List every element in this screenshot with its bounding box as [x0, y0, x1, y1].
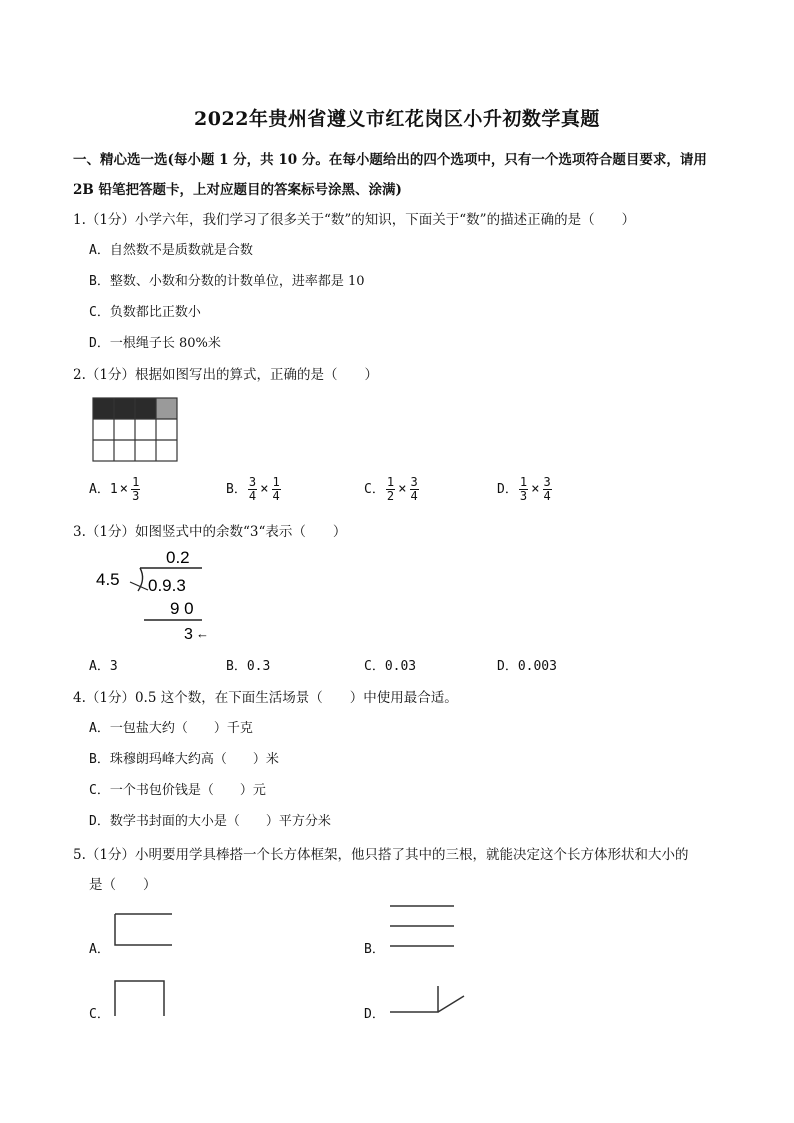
option-text: 3 [109, 659, 118, 674]
option-letter: D． [89, 814, 110, 829]
option-text: 0.03 [384, 659, 417, 674]
fraction: $\frac{1}{2}$ [386, 475, 395, 503]
division-quotient: 0.2 [166, 548, 190, 567]
option-text: 数学书封面的大小是（ ）平方分米 [109, 814, 331, 829]
q3-option-c[interactable] [364, 655, 416, 674]
option-letter: A． [89, 482, 110, 497]
q4-option-b[interactable] [89, 748, 279, 767]
option-letter: C． [364, 659, 385, 674]
q1-option-c[interactable] [89, 301, 201, 320]
q5-option-c-label[interactable] [89, 1003, 110, 1022]
grid-dark-cells [93, 398, 156, 419]
option-letter: A． [89, 243, 110, 258]
option-letter: B． [89, 274, 110, 289]
division-product: 9 0 [170, 599, 194, 618]
question-5-stem-line1: 5.（1分）小明要用学具棒搭一个长方体框架，他只搭了其中的三根，就能决定这个长方体形状和大小的 [73, 847, 689, 863]
fraction: $\frac{3}{4}$ [543, 475, 551, 503]
question-4-stem: 4.（1分）0.5 这个数，在下面生活场景（ ）中使用最合适。 [73, 690, 458, 706]
option-text: 0.3 [246, 659, 271, 674]
q3-long-division-figure [90, 546, 225, 646]
q2-grid-figure [92, 397, 180, 464]
option-letter: D． [364, 1007, 385, 1022]
option-letter: B． [226, 659, 247, 674]
option-letter: D． [497, 482, 518, 497]
option-letter: A． [89, 659, 110, 674]
fraction: $\frac{1}{4}$ [272, 475, 280, 503]
option-text: 一根绳子长 80%米 [109, 336, 221, 351]
q3-option-d[interactable] [497, 655, 557, 674]
option-text: 负数都比正数小 [109, 305, 201, 320]
option-text: 整数、小数和分数的计数单位，进率都是 10 [109, 274, 365, 289]
option-text: 珠穆朗玛峰大约高（ ）米 [109, 752, 279, 767]
whole-number: 1 [109, 482, 118, 497]
question-5-stem-line2: 是（ ） [89, 877, 157, 893]
arrow-left-icon: ← [196, 626, 209, 641]
fraction: $\frac{1}{3}$ [132, 475, 140, 503]
fraction: $\frac{3}{4}$ [410, 475, 418, 503]
question-3-stem: 3.（1分）如图竖式中的余数“3“表示（ ） [73, 524, 347, 540]
q5-option-c-figure [112, 978, 170, 1018]
option-text: 自然数不是质数就是合数 [109, 243, 253, 258]
option-letter: A． [89, 942, 110, 957]
section-instructions-line1: 一、精心选一选(每小题 1 分，共 10 分。在每小题给出的四个选项中，只有一个选项符合题目要求，请用 [73, 152, 707, 168]
grid-light-cell [156, 398, 177, 419]
q2-option-a[interactable] [89, 476, 141, 503]
q5-option-a-figure [112, 912, 176, 950]
times-sign: × [398, 481, 407, 497]
q5-option-b-figure [386, 902, 458, 952]
q1-option-a[interactable] [89, 239, 253, 258]
option-letter: D． [89, 336, 110, 351]
times-sign: × [531, 481, 540, 497]
section-instructions-line2: 2B 铅笔把答题卡，上对应题目的答案标号涂黑、涂满) [73, 182, 402, 198]
option-letter: B． [89, 752, 110, 767]
q4-option-c[interactable] [89, 779, 266, 798]
q2-option-d[interactable] [497, 476, 553, 503]
q2-option-c[interactable] [364, 476, 420, 503]
times-sign: × [260, 481, 269, 497]
q5-option-d-figure [386, 984, 470, 1018]
option-letter: B． [364, 942, 385, 957]
q5-option-b-label[interactable] [364, 938, 385, 957]
option-text: 0.003 [517, 659, 557, 674]
division-divisor: 4.5 [96, 570, 120, 589]
question-2-stem: 2.（1分）根据如图写出的算式，正确的是（ ） [73, 367, 378, 383]
page-title: 2022年贵州省遵义市红花岗区小升初数学真题 [194, 108, 600, 130]
fraction: $\frac{3}{4}$ [248, 475, 257, 503]
option-letter: C． [89, 305, 110, 320]
q5-option-d-label[interactable] [364, 1003, 385, 1022]
fraction: $\frac{1}{3}$ [519, 475, 528, 503]
q1-option-d[interactable] [89, 332, 221, 351]
q1-option-b[interactable] [89, 270, 365, 289]
question-1-stem: 1.（1分）小学六年，我们学习了很多关于“数”的知识，下面关于“数”的描述正确的是（ ） [73, 212, 636, 228]
option-text: 一个书包价钱是（ ）元 [109, 783, 266, 798]
q3-option-b[interactable] [226, 655, 270, 674]
option-letter: C． [89, 1007, 110, 1022]
times-sign: × [119, 481, 129, 497]
option-letter: B． [226, 482, 247, 497]
division-remainder: 3 [184, 626, 193, 643]
q4-option-d[interactable] [89, 810, 331, 829]
option-letter: A． [89, 721, 110, 736]
q5-option-a-label[interactable] [89, 938, 110, 957]
q2-option-b[interactable] [226, 476, 282, 503]
option-text: 一包盐大约（ ）千克 [109, 721, 253, 736]
q3-option-a[interactable] [89, 655, 118, 674]
q4-option-a[interactable] [89, 717, 253, 736]
option-letter: C． [364, 482, 385, 497]
option-letter: D． [497, 659, 518, 674]
option-letter: C． [89, 783, 110, 798]
division-dividend: 0.9.3 [148, 576, 186, 595]
